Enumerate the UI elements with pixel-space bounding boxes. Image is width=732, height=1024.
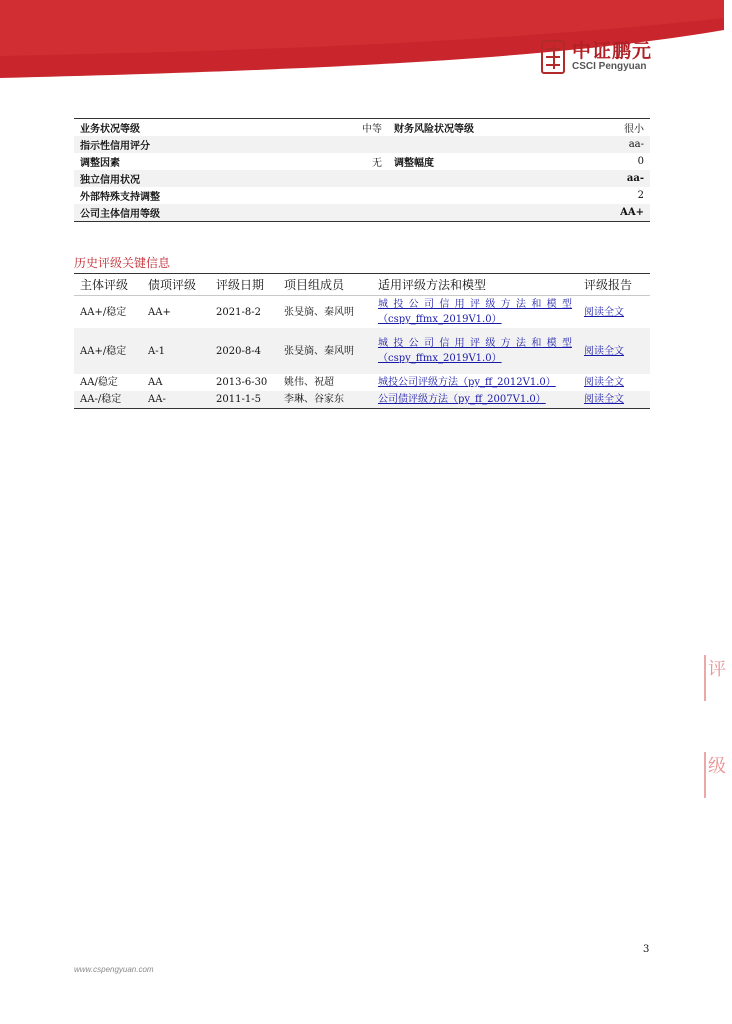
summary-row	[74, 119, 650, 137]
summary-row	[74, 153, 650, 170]
method-link[interactable]: 城投公司信用评级方法和模型 （cspy_ffmx_2019V1.0）	[372, 328, 578, 374]
rating-date: 2021-8-2	[216, 306, 261, 318]
column-header: 适用评级方法和模型	[372, 274, 578, 296]
summary-label: 指示性信用评分	[74, 136, 226, 153]
summary-row	[74, 170, 650, 187]
brand-name-cn: 中证鹏元	[572, 40, 653, 62]
method-link[interactable]: 城投公司评级方法（py_ff_2012V1.0）	[378, 377, 556, 388]
summary-value: 2	[637, 190, 644, 201]
summary-label: 业务状况等级	[74, 119, 226, 137]
table-row	[74, 391, 650, 409]
table-header-row	[74, 274, 650, 296]
summary-value: 中等	[226, 119, 388, 137]
summary-label: 调整幅度	[394, 158, 434, 169]
section-title: 历史评级关键信息	[74, 256, 171, 270]
rating-date: 2013-6-30	[216, 377, 268, 388]
credit-summary-table	[74, 118, 650, 222]
summary-label: 调整因素	[80, 158, 120, 169]
page-number: 3	[643, 944, 650, 955]
brand-mark-icon	[541, 40, 565, 74]
team-members: 张旻旖、秦风明	[278, 328, 372, 374]
summary-value: 很小	[530, 119, 650, 137]
report-link[interactable]: 阅读全文	[584, 394, 624, 405]
footer-url: www.cspengyuan.com	[74, 965, 154, 974]
summary-value: aa-	[530, 170, 650, 187]
report-link[interactable]: 阅读全文	[584, 306, 624, 318]
summary-label: 外部特殊支持调整	[80, 192, 160, 203]
seal-stamp: 级	[704, 752, 732, 798]
column-header: 项目组成员	[278, 274, 372, 296]
table-row	[74, 296, 650, 329]
summary-row	[74, 136, 650, 153]
summary-row	[74, 187, 650, 204]
rating-date: 2020-8-4	[210, 328, 278, 374]
issuer-rating: AA-/稳定	[74, 391, 142, 409]
summary-label: 财务风险状况等级	[388, 119, 530, 137]
table-row	[74, 328, 650, 374]
team-members: 张旻旖、秦风明	[284, 306, 354, 318]
issue-rating: AA-	[142, 391, 210, 409]
team-members: 李琳、谷家东	[278, 391, 372, 409]
column-header: 评级日期	[210, 274, 278, 296]
method-link[interactable]: 城投公司信用评级方法和模型 （cspy_ffmx_2019V1.0）	[378, 299, 572, 325]
column-header: 主体评级	[74, 274, 142, 296]
seal-stamp: 评	[704, 655, 732, 701]
issue-rating: A-1	[142, 328, 210, 374]
brand-logo	[541, 40, 652, 74]
summary-value: 无	[372, 158, 382, 169]
rating-date: 2011-1-5	[210, 391, 278, 409]
team-members: 姚伟、祝超	[284, 377, 334, 388]
issuer-rating: AA+/稳定	[80, 306, 127, 318]
rating-history-table	[74, 273, 650, 409]
issue-rating: AA+	[148, 306, 171, 318]
report-link[interactable]: 阅读全文	[584, 345, 624, 357]
summary-value: aa-	[530, 136, 650, 153]
summary-row	[74, 204, 650, 222]
summary-label: 公司主体信用等级	[74, 204, 226, 222]
column-header: 债项评级	[142, 274, 210, 296]
table-row	[74, 374, 650, 391]
report-link[interactable]: 阅读全文	[584, 377, 624, 388]
brand-name-en: CSCI Pengyuan	[572, 61, 647, 72]
issue-rating: AA	[148, 377, 163, 388]
summary-value: AA+	[530, 204, 650, 222]
column-header: 评级报告	[578, 274, 650, 296]
summary-label: 独立信用状况	[74, 170, 226, 187]
issuer-rating: AA+/稳定	[74, 328, 142, 374]
issuer-rating: AA/稳定	[80, 377, 118, 388]
method-link[interactable]: 公司债评级方法（py_ff_2007V1.0）	[378, 394, 546, 405]
summary-value: 0	[637, 156, 644, 167]
